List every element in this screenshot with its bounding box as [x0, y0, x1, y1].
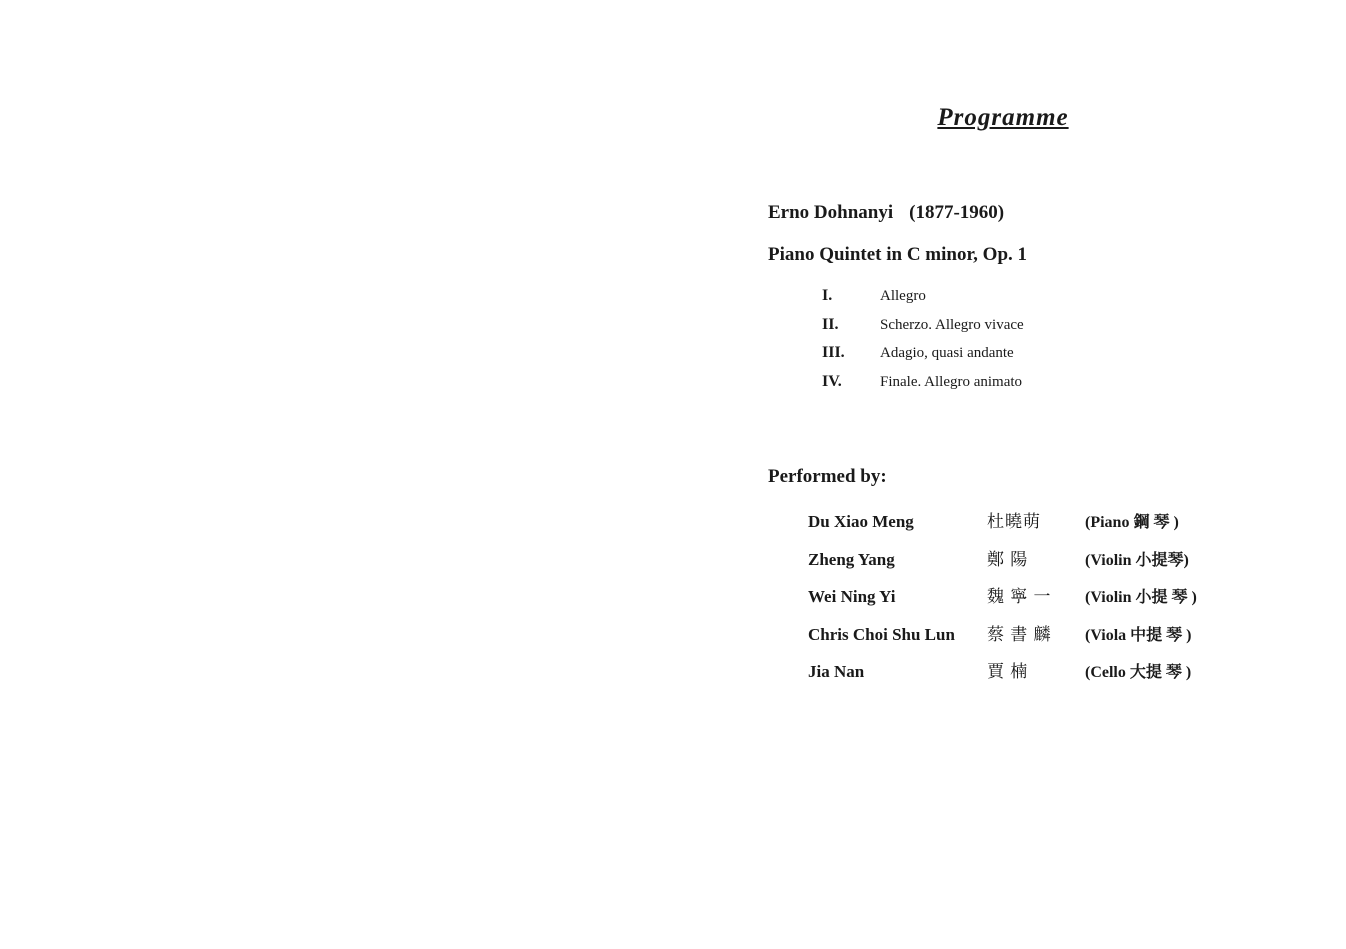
performer-row — [808, 507, 1197, 545]
performer-chinese-name: 魏 寧 一 — [987, 587, 1052, 607]
movement-row — [822, 344, 1024, 373]
composer-dates: (1877-1960) — [909, 202, 1005, 223]
composer-line — [768, 202, 1004, 224]
movement-title: Finale. Allegro animato — [880, 373, 1023, 390]
performer-row — [808, 657, 1197, 695]
movement-row — [822, 373, 1024, 402]
performer-row — [808, 545, 1197, 583]
performed-by-label: Performed by: — [768, 466, 887, 487]
performer-name: Du Xiao Meng — [808, 512, 914, 531]
work-title: Piano Quintet in C minor, Op. 1 — [768, 244, 1028, 265]
performer-list — [808, 507, 1197, 695]
performer-chinese-name: 蔡 書 麟 — [987, 624, 1052, 644]
movement-row — [822, 287, 1024, 316]
performer-name: Chris Choi Shu Lun — [808, 624, 955, 644]
movement-title: Allegro — [880, 288, 926, 304]
performer-chinese-name: 賈 楠 — [987, 662, 1029, 682]
movement-numeral: IV. — [822, 372, 842, 390]
performer-name: Jia Nan — [808, 662, 865, 682]
movement-title: Adagio, quasi andante — [880, 345, 1014, 361]
movement-numeral: III. — [822, 344, 845, 361]
performer-chinese-name: 杜曉萌 — [987, 512, 1041, 531]
movement-title: Scherzo. Allegro vivace — [880, 316, 1024, 333]
movement-numeral: I. — [822, 287, 833, 304]
performer-name: Wei Ning Yi — [808, 587, 896, 607]
performer-instrument: (Violin 小提琴) — [1085, 551, 1189, 569]
performer-instrument: (Viola 中提 琴 ) — [1085, 626, 1192, 644]
performer-instrument: (Violin 小提 琴 ) — [1085, 589, 1197, 607]
performer-instrument: (Cello 大提 琴 ) — [1085, 664, 1192, 682]
composer-name: Erno Dohnanyi — [768, 202, 894, 223]
performer-chinese-name: 鄭 陽 — [987, 549, 1029, 569]
performer-name: Zheng Yang — [808, 549, 895, 569]
page-title: Programme — [937, 104, 1069, 131]
movement-list — [822, 287, 1024, 401]
movement-row — [822, 316, 1024, 345]
performer-row — [808, 582, 1197, 620]
performer-instrument: (Piano 鋼 琴 ) — [1085, 514, 1179, 531]
movement-numeral: II. — [822, 315, 839, 333]
performer-row — [808, 620, 1197, 658]
